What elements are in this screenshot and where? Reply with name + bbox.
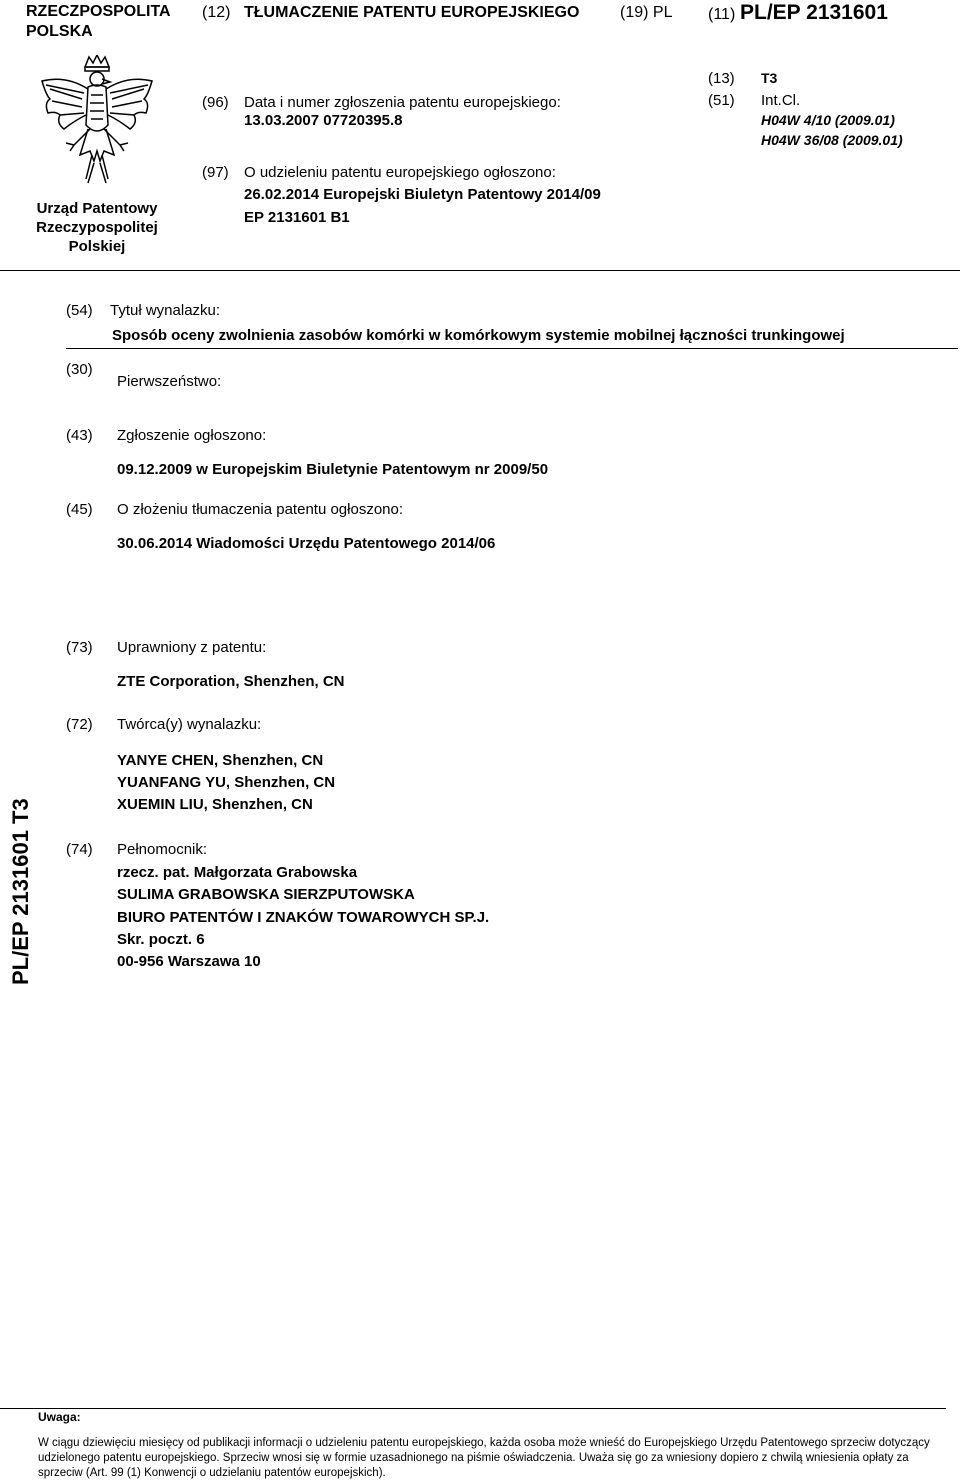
office-line-3: Polskiej [68, 238, 126, 255]
kind-code: T3 [761, 70, 778, 86]
field-96-value: 13.03.2007 07720395.8 [244, 112, 403, 129]
code-11: (11) [708, 6, 736, 23]
attorney-line: BIURO PATENTÓW I ZNAKÓW TOWAROWYCH SP.J. [117, 909, 490, 926]
field-30-label: Pierwszeństwo: [117, 373, 222, 390]
office-line-2: Rzeczypospolitej [36, 219, 158, 236]
side-patent-label: PL/EP 2131601 T3 [8, 798, 33, 985]
code-96: (96) [202, 94, 229, 111]
code-30: (30) [66, 361, 93, 378]
code-74: (74) [66, 841, 93, 858]
country-line-1: RZECZPOSPOLITA [26, 3, 171, 20]
attorney-line: 00-956 Warszawa 10 [117, 953, 261, 970]
field-74-label: Pełnomocnik: [117, 841, 208, 858]
field-45-value: 30.06.2014 Wiadomości Urzędu Patentowego 2014/06 [117, 535, 496, 552]
attorney-line: Skr. poczt. 6 [117, 931, 205, 948]
invention-title: Sposób oceny zwolnienia zasobów komórki w komórkowym systemie mobilnej łączności trunkingowej [112, 327, 845, 344]
footer-divider [0, 1408, 946, 1409]
int-cl-value-2: H04W 36/08 (2009.01) [761, 132, 903, 148]
patent-holder: ZTE Corporation, Shenzhen, CN [117, 673, 345, 690]
office-name [20, 199, 174, 256]
int-cl-label: Int.Cl. [761, 92, 801, 109]
attorney-line: SULIMA GRABOWSKA SIERZPUTOWSKA [117, 886, 415, 903]
header-divider [0, 270, 960, 271]
note-text: W ciągu dziewięciu miesięcy od publikacji informacji o udzieleniu patentu europejskiego, każda osoba może wnieść do Europejskiego Urzędu Patentowego sprzeciw dotyczący udzielonego patentu europejskiego. Sprzeciw wnosi się w formie uzasadnionego na piśmie oświadczenia. Uważa się go za wniesiony dopiero z chwilą wniesienia opłaty za sprzeciw (Art. 99 (1) Konwencji o udzielaniu patentów europejskich). [38, 1437, 930, 1479]
patent-number: PL/EP 2131601 [740, 1, 888, 24]
inventor: XUEMIN LIU, Shenzhen, CN [117, 796, 313, 813]
polish-eagle-emblem-icon [36, 55, 158, 185]
code-12: (12) [202, 4, 231, 21]
inventor: YANYE CHEN, Shenzhen, CN [117, 752, 324, 769]
attorney-line: rzecz. pat. Małgorzata Grabowska [117, 864, 358, 881]
office-line-1: Urząd Patentowy [36, 200, 158, 217]
field-43-value: 09.12.2009 w Europejskim Biuletynie Patentowym nr 2009/50 [117, 461, 549, 478]
title-divider [66, 348, 958, 349]
field-96-label: Data i numer zgłoszenia patentu europejskiego: [244, 94, 561, 111]
code-97: (97) [202, 164, 229, 181]
document-type: TŁUMACZENIE PATENTU EUROPEJSKIEGO [244, 4, 580, 21]
int-cl-value-1: H04W 4/10 (2009.01) [761, 112, 895, 128]
country-name [26, 3, 171, 41]
code-43: (43) [66, 427, 93, 444]
field-97-value-2: EP 2131601 B1 [244, 209, 350, 226]
field-97-label: O udzieleniu patentu europejskiego ogłoszono: [244, 164, 556, 181]
code-54: (54) [66, 302, 93, 319]
field-54-label: Tytuł wynalazku: [110, 302, 221, 319]
inventor: YUANFANG YU, Shenzhen, CN [117, 774, 336, 791]
code-45: (45) [66, 501, 93, 518]
code-13: (13) [708, 70, 735, 87]
field-72-label: Twórca(y) wynalazku: [117, 716, 262, 733]
code-51: (51) [708, 92, 735, 109]
code-72: (72) [66, 716, 93, 733]
code-73: (73) [66, 639, 93, 656]
field-43-label: Zgłoszenie ogłoszono: [117, 427, 267, 444]
field-45-label: O złożeniu tłumaczenia patentu ogłoszono: [117, 501, 404, 518]
code-19: (19) PL [620, 4, 673, 21]
field-73-label: Uprawniony z patentu: [117, 639, 267, 656]
field-97-value-1: 26.02.2014 Europejski Biuletyn Patentowy 2014/09 [244, 186, 601, 203]
country-line-2: POLSKA [26, 23, 93, 40]
note-label: Uwaga: [38, 1410, 81, 1424]
